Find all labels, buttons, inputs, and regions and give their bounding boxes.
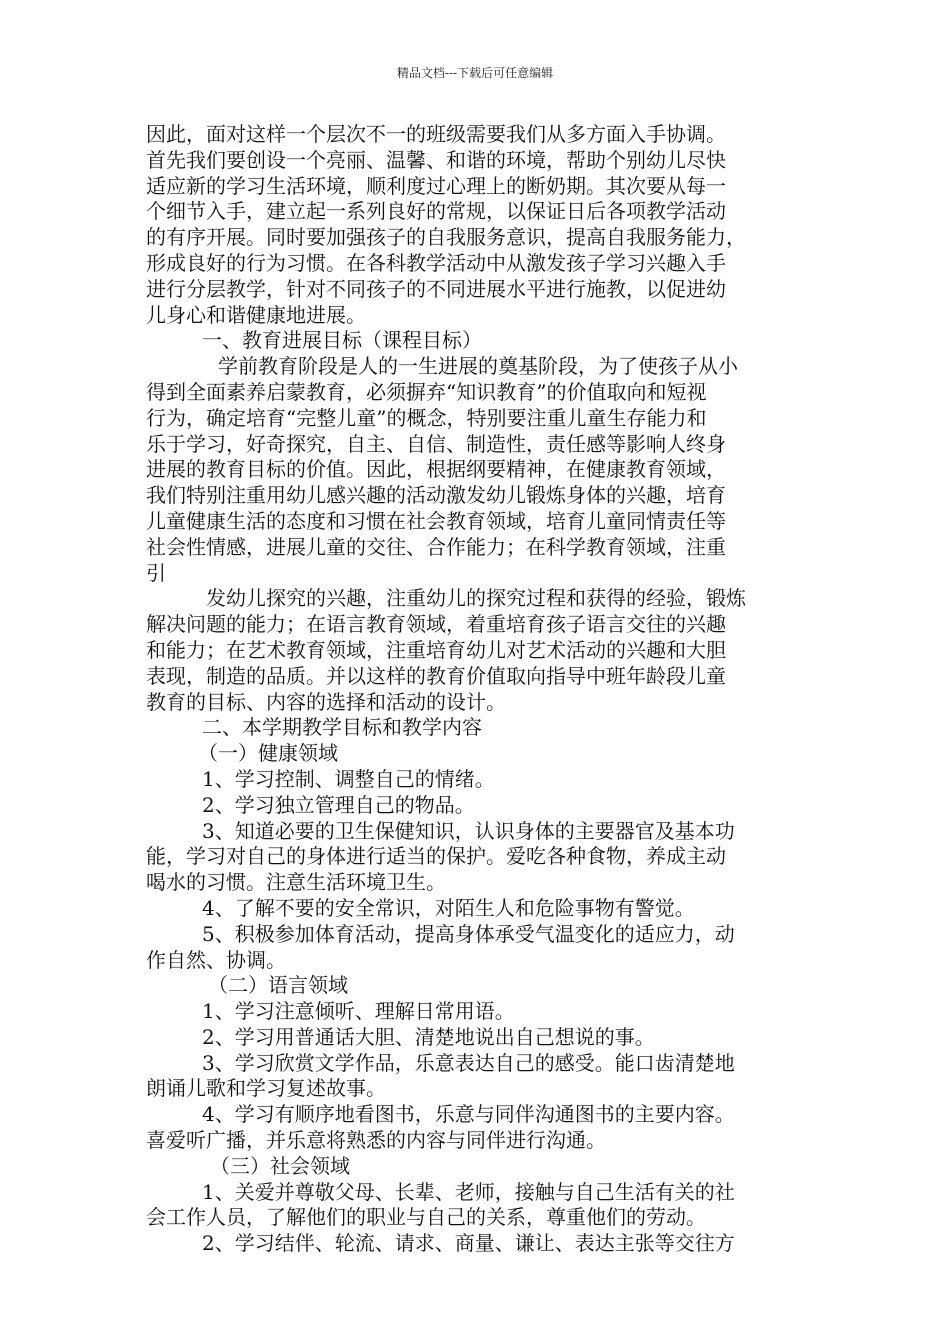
text-line: 因此，面对这样一个层次不一的班级需要我们从多方面入手协调。: [146, 122, 726, 146]
text-line: 儿身心和谐健康地进展。: [146, 302, 366, 327]
text-line: 会工作人员，了解他们的职业与自己的关系，尊重他们的劳动。: [146, 1205, 706, 1230]
text-line: 的有序开展。同时要加强孩子的自我服务意识，提高自我服务能力，: [146, 225, 746, 250]
document-body: [146, 122, 826, 1257]
text-line: 我们特别注重用幼儿感兴趣的活动激发幼儿锻炼身体的兴趣，培育: [146, 483, 726, 508]
text-line: 适应新的学习生活环境，顺利度过心理上的断奶期。其次要从每一: [146, 173, 726, 198]
section-heading: 二、本学期教学目标和教学内容: [202, 715, 482, 740]
list-item: 1、学习控制、调整自己的情绪。: [202, 766, 495, 791]
text-line: 表现，制造的品质。并以这样的教育价值取向指导中班年龄段儿童: [146, 663, 726, 688]
text-line: 儿童健康生活的态度和习惯在社会教育领域，培育儿童同情责任等: [146, 508, 726, 533]
list-item: 4、学习有顺序地看图书，乐意与同伴沟通图书的主要内容。: [202, 1102, 735, 1127]
subsection-heading: （一）健康领域: [198, 741, 338, 766]
text-line: 行为，确定培育“完整儿童”的概念，特别要注重儿童生存能力和: [146, 405, 707, 430]
text-line: 学前教育阶段是人的一生进展的奠基阶段，为了使孩子从小: [218, 354, 738, 379]
text-line: 教育的目标、内容的选择和活动的设计。: [146, 689, 506, 714]
list-item: 5、积极参加体育活动，提高身体承受气温变化的适应力，动: [202, 921, 735, 946]
list-item: 2、学习用普通话大胆、清楚地说出自己想说的事。: [202, 1024, 655, 1049]
text-line: 引: [146, 560, 166, 585]
list-item: 2、学习独立管理自己的物品。: [202, 792, 475, 817]
text-line: 个细节入手，建立起一系列良好的常规，以保证日后各项教学活动: [146, 199, 726, 224]
list-item: 1、关爱并尊敬父母、长辈、老师，接触与自己生活有关的社: [202, 1179, 735, 1204]
text-line: 喜爱听广播，并乐意将熟悉的内容与同伴进行沟通。: [146, 1128, 606, 1153]
text-line: 解决问题的能力；在语言教育领域，着重培育孩子语言交往的兴趣: [146, 612, 726, 637]
text-line: 进行分层教学，针对不同孩子的不同进展水平进行施教，以促进幼: [146, 276, 726, 301]
text-line: 作自然、协调。: [146, 947, 286, 972]
text-line: 朗诵儿歌和学习复述故事。: [146, 1076, 386, 1101]
list-item: 3、知道必要的卫生保健知识，认识身体的主要器官及基本功: [202, 818, 735, 843]
list-item: 1、学习注意倾听、理解日常用语。: [202, 999, 515, 1024]
subsection-heading: （三）社会领域: [210, 1153, 350, 1178]
text-line: 发幼儿探究的兴趣，注重幼儿的探究过程和获得的经验，锻炼: [206, 586, 746, 611]
list-item: 2、学习结伴、轮流、请求、商量、谦让、表达主张等交往方: [202, 1231, 735, 1256]
text-line: 首先我们要创设一个亮丽、温馨、和谐的环境，帮助个别幼儿尽快: [146, 147, 726, 172]
list-item: 3、学习欣赏文学作品，乐意表达自己的感受。能口齿清楚地: [202, 1050, 735, 1075]
text-line: 乐于学习，好奇探究，自主、自信、制造性，责任感等影响人终身: [146, 431, 726, 456]
text-line: 进展的教育目标的价值。因此，根据纲要精神，在健康教育领域，: [146, 457, 726, 482]
page-header: 精品文档---下载后可任意编辑: [396, 66, 554, 80]
text-line: 能，学习对自己的身体进行适当的保护。爱吃各种食物，养成主动: [146, 844, 726, 869]
subsection-heading: （二）语言领域: [208, 973, 348, 998]
text-line: 形成良好的行为习惯。在各科教学活动中从激发孩子学习兴趣入手: [146, 250, 726, 275]
text-line: 得到全面素养启蒙教育，必须摒弃“知识教育”的价值取向和短视: [146, 379, 707, 404]
text-line: 喝水的习惯。注意生活环境卫生。: [146, 870, 446, 895]
list-item: 4、了解不要的安全常识，对陌生人和危险事物有警觉。: [202, 895, 695, 920]
text-line: 社会性情感，进展儿童的交往、合作能力；在科学教育领域，注重: [146, 534, 726, 559]
section-heading: 一、教育进展目标（课程目标）: [202, 328, 482, 353]
text-line: 和能力；在艺术教育领域，注重培育幼儿对艺术活动的兴趣和大胆: [146, 637, 726, 662]
